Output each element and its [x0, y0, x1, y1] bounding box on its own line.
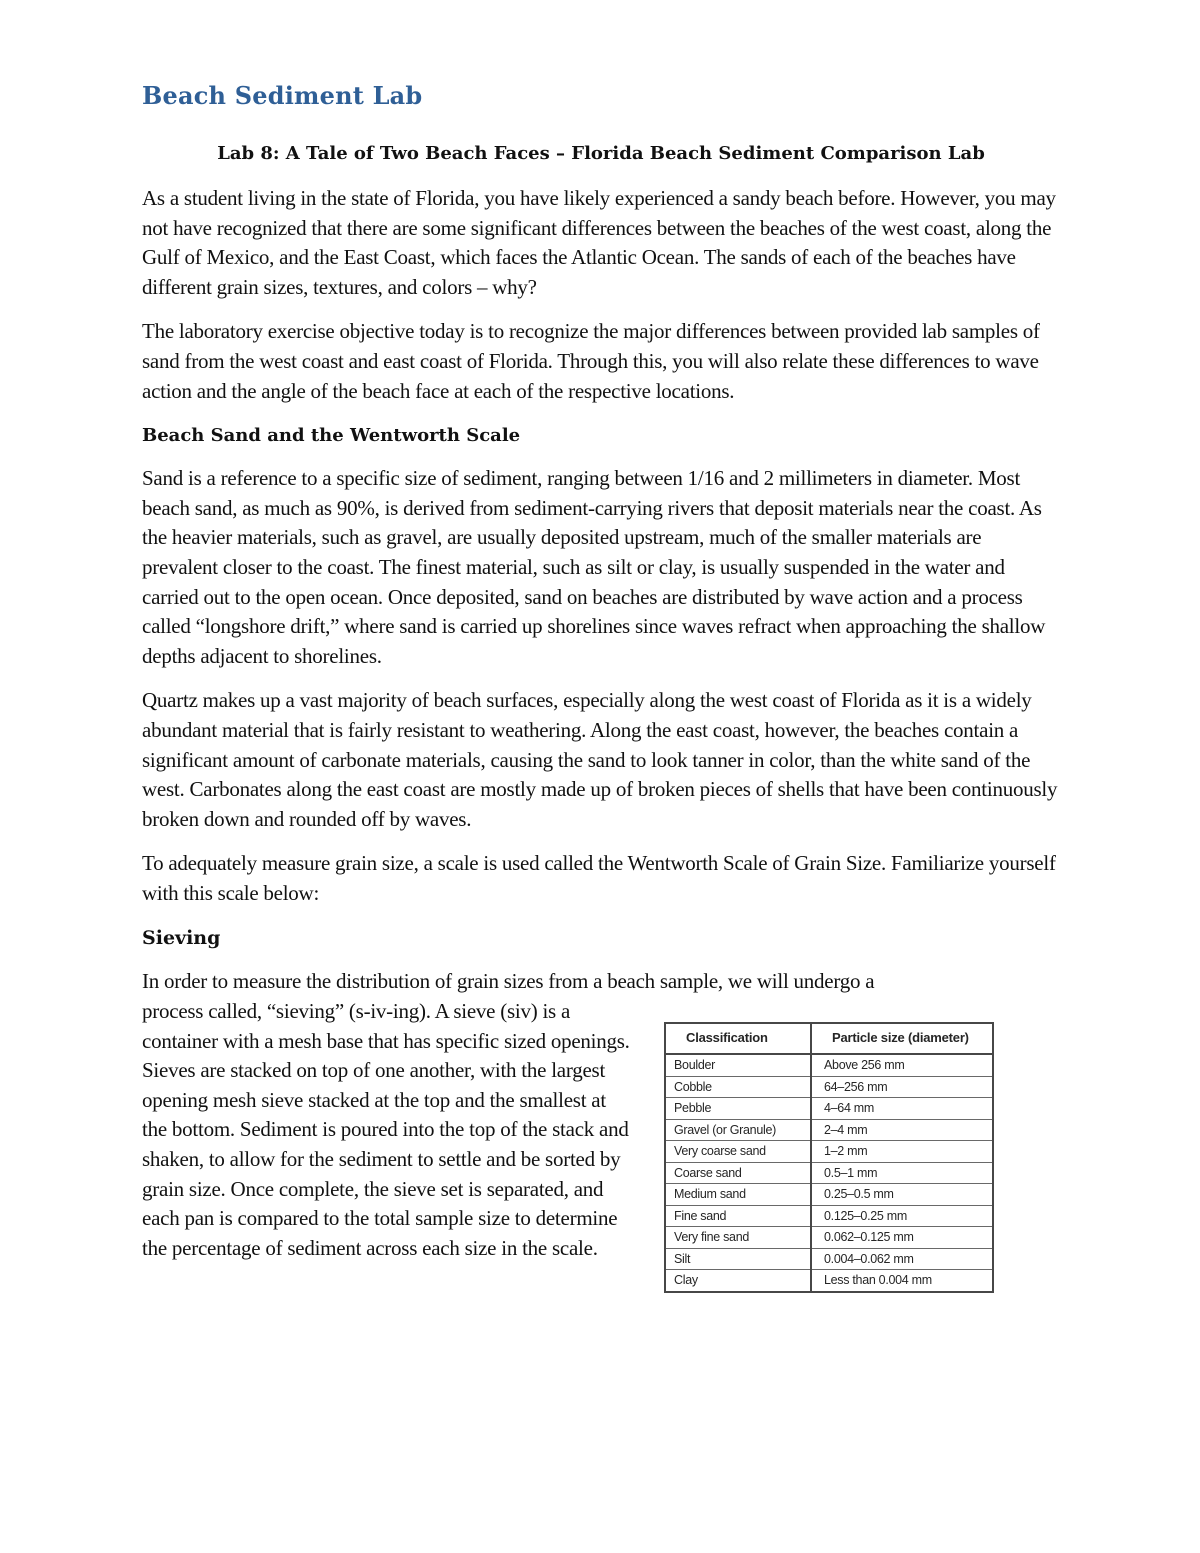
classification-cell: Very coarse sand [665, 1141, 811, 1163]
lab-subtitle: Lab 8: A Tale of Two Beach Faces – Florida Beach Sediment Comparison Lab [217, 143, 985, 164]
sieving-block [142, 997, 1060, 1288]
classification-cell: Medium sand [665, 1184, 811, 1206]
particle-size-cell: Less than 0.004 mm [811, 1270, 993, 1292]
classification-cell: Clay [665, 1270, 811, 1292]
classification-cell: Very fine sand [665, 1227, 811, 1249]
sieving-lead-line: In order to measure the distribution of grain sizes from a beach sample, we will undergo a [142, 969, 875, 994]
particle-size-cell: Above 256 mm [811, 1054, 993, 1076]
classification-cell: Fine sand [665, 1205, 811, 1227]
table-row [665, 1270, 993, 1292]
particle-size-cell: 0.125–0.25 mm [811, 1205, 993, 1227]
sieving-paragraph: process called, “sieving” (s-iv-ing). A sieve (siv) is a container with a mesh base that has specific sized openings. Sieves are stacked on top of one another, with the largest opening mesh sieve stacked at the top and the smallest at the bottom. Sediment is poured into the top of the stack and shaken, to allow for the sediment to settle and be sorted by grain size. Once complete, the sieve set is separated, and each pan is compared to the total sample size to determine the percentage of sediment across each size in the scale. [142, 999, 630, 1260]
particle-size-cell: 2–4 mm [811, 1119, 993, 1141]
classification-cell: Boulder [665, 1054, 811, 1076]
classification-cell: Gravel (or Granule) [665, 1119, 811, 1141]
particle-size-cell: 0.25–0.5 mm [811, 1184, 993, 1206]
wentworth-scale-table [664, 1022, 994, 1293]
objective-paragraph: The laboratory exercise objective today is to recognize the major differences between provided lab samples of sand from the west coast and east coast of Florida. Through this, you will also relate these differences to wave action and the angle of the beach face at each of the respective locations. [142, 319, 1040, 403]
section-heading-wentworth: Beach Sand and the Wentworth Scale [142, 425, 521, 447]
particle-size-cell: 0.004–0.062 mm [811, 1248, 993, 1270]
grain-size-paragraph: To adequately measure grain size, a scale is used called the Wentworth Scale of Grain Size. Familiarize yourself with this scale below: [142, 851, 1056, 905]
intro-paragraph: As a student living in the state of Florida, you have likely experienced a sandy beach before. However, you may not have recognized that there are some significant differences between the beaches of the west coast, along the Gulf of Mexico, and the East Coast, which faces the Atlantic Ocean. The sands of each of the beaches have different grain sizes, textures, and colors – why? [142, 186, 1056, 299]
particle-size-cell: 64–256 mm [811, 1076, 993, 1098]
particle-size-cell: 1–2 mm [811, 1141, 993, 1163]
table-row [665, 1098, 993, 1120]
classification-cell: Silt [665, 1248, 811, 1270]
classification-cell: Cobble [665, 1076, 811, 1098]
particle-size-cell: 0.062–0.125 mm [811, 1227, 993, 1249]
table-row [665, 1076, 993, 1098]
classification-cell: Coarse sand [665, 1162, 811, 1184]
particle-size-cell: 4–64 mm [811, 1098, 993, 1120]
table-row [665, 1162, 993, 1184]
table-row [665, 1184, 993, 1206]
quartz-paragraph: Quartz makes up a vast majority of beach surfaces, especially along the west coast of Florida as it is a widely abundant material that is fairly resistant to weathering. Along the east coast, however, the beaches contain a significant amount of carbonate materials, causing the sand to look tanner in color, than the white sand of the west. Carbonates along the east coast are mostly made up of broken pieces of shells that have been continuously broken down and rounded off by waves. [142, 688, 1058, 831]
table-header-row [665, 1023, 993, 1054]
document-title: Beach Sediment Lab [142, 81, 423, 110]
document-body [142, 70, 1060, 1288]
table-row [665, 1205, 993, 1227]
table-row [665, 1141, 993, 1163]
table-row [665, 1054, 993, 1076]
table-row [665, 1248, 993, 1270]
header-particle-size: Particle size (diameter) [811, 1023, 993, 1054]
sand-paragraph: Sand is a reference to a specific size of sediment, ranging between 1/16 and 2 millimeters in diameter. Most beach sand, as much as 90%, is derived from sediment-carrying rivers that deposit materials near the coast. As the heavier materials, such as gravel, are usually deposited upstream, much of the smaller materials are prevalent closer to the coast. The finest material, such as silt or clay, is usually suspended in the water and carried out to the open ocean. Once deposited, sand on beaches are distributed by wave action and a process called “longshore drift,” where sand is carried up shorelines since waves refract when approaching the shallow depths adjacent to shorelines. [142, 466, 1046, 668]
table-row [665, 1227, 993, 1249]
classification-cell: Pebble [665, 1098, 811, 1120]
section-heading-sieving: Sieving [142, 927, 221, 950]
table-row [665, 1119, 993, 1141]
header-classification: Classification [665, 1023, 811, 1054]
particle-size-cell: 0.5–1 mm [811, 1162, 993, 1184]
